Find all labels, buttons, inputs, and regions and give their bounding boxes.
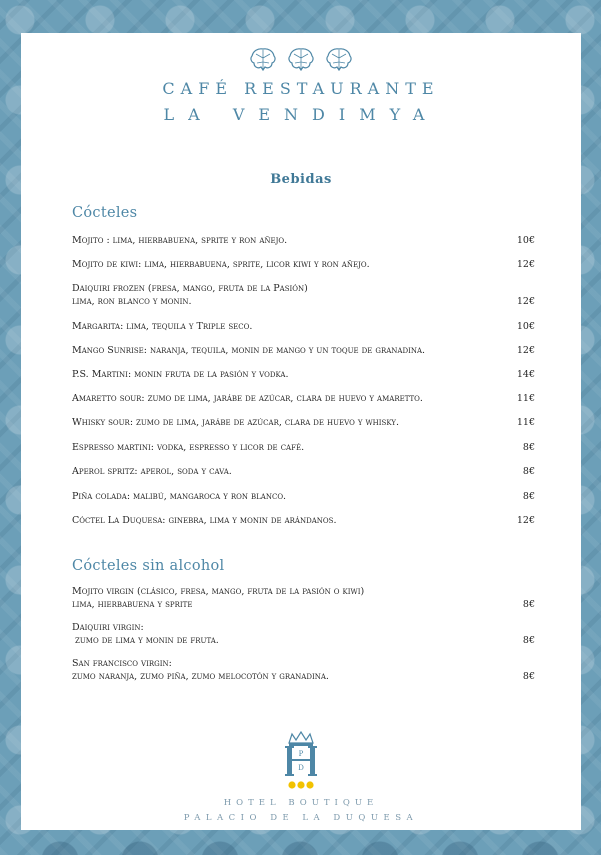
- item-description-line-2: zumo de lima y monin de fruta.: [72, 635, 219, 646]
- item-price: 8€: [522, 491, 535, 502]
- item-price: 10€: [516, 321, 535, 332]
- item-description: Mojito virgin (clásico, fresa, mango, fruta de la pasión o kiwi): [72, 586, 365, 597]
- menu-item: [72, 490, 535, 503]
- brand-line-1: CAFÉ RESTAURANTE: [162, 79, 440, 98]
- item-description: San francisco virgin:: [72, 658, 172, 669]
- menu-item: [72, 657, 535, 683]
- hotel-crest-icon: [283, 731, 319, 801]
- item-price: 8€: [522, 599, 535, 610]
- menu-item: [72, 258, 535, 271]
- item-price: 10€: [516, 235, 535, 246]
- menu-item: [72, 368, 535, 381]
- item-price: 8€: [522, 635, 535, 646]
- item-description: Mojito : lima, hierbabuena, sprite y ron añejo.: [72, 235, 288, 246]
- item-price: 11€: [516, 393, 535, 404]
- item-description: Espresso martini: vodka, espresso y licor de café.: [72, 442, 305, 453]
- crest-letter-top: P: [298, 750, 304, 758]
- menu-item: [72, 282, 535, 308]
- item-description: Mojito de kiwi: lima, hierbabuena, sprite, licor kiwi y ron añejo.: [72, 259, 370, 270]
- group-title-cocteles: Cócteles: [72, 205, 138, 221]
- vine-leaf-icon: [286, 46, 316, 72]
- item-price: 11€: [516, 417, 535, 428]
- item-description: Piña colada: malibú, mangaroca y ron blanco.: [72, 491, 287, 502]
- vine-leaf-icon: [324, 46, 354, 72]
- section-title: Bebidas: [270, 172, 332, 187]
- item-description: Daiquiri frozen (fresa, mango, fruta de la Pasión): [72, 283, 308, 294]
- item-price: 8€: [522, 671, 535, 682]
- menu-item: [72, 234, 535, 247]
- item-description-line-2: zumo naranja, zumo piña, zumo melocotón y granadina.: [72, 671, 329, 682]
- menu-item: [72, 441, 535, 454]
- item-description-line-2: lima, hierbabuena y sprite: [72, 599, 193, 610]
- crest-letter-bottom: D: [298, 764, 304, 772]
- item-description: Amaretto sour: zumo de lima, jarábe de azúcar, clara de huevo y amaretto.: [72, 393, 423, 404]
- menu-item: [72, 392, 535, 405]
- menu-item: [72, 416, 535, 429]
- item-description: Aperol spritz: aperol, soda y cava.: [72, 466, 232, 477]
- item-description: Margarita: lima, tequila y Triple seco.: [72, 321, 253, 332]
- crest-initial: H: [300, 739, 302, 740]
- item-price: 12€: [516, 345, 535, 356]
- item-description: Cóctel La Duquesa: ginebra, lima y monin de arándanos.: [72, 515, 337, 526]
- item-price: 8€: [522, 442, 535, 453]
- item-description: Whisky sour: zumo de lima, jarábe de azúcar, clara de huevo y whisky.: [72, 417, 400, 428]
- menu-item: [72, 514, 535, 527]
- item-description-line-2: lima, ron blanco y monin.: [72, 296, 192, 307]
- footer-line-1: HOTEL BOUTIQUE: [223, 798, 379, 808]
- brand-line-2: LA VENDIMYA: [163, 105, 439, 124]
- vine-leaf-icon: [248, 46, 278, 72]
- item-price: 8€: [522, 466, 535, 477]
- menu-card: [21, 33, 581, 830]
- item-price: 12€: [516, 296, 535, 307]
- item-price: 12€: [516, 259, 535, 270]
- footer-line-2: PALACIO DE LA DUQUESA: [183, 813, 419, 823]
- group-title-cocteles-sin-alcohol: Cócteles sin alcohol: [72, 558, 225, 574]
- item-description: Mango Sunrise: naranja, tequila, monin de mango y un toque de granadina.: [72, 345, 426, 356]
- item-price: 14€: [516, 369, 535, 380]
- item-price: 12€: [516, 515, 535, 526]
- item-description: P.S. Martini: monin fruta de la pasión y vodka.: [72, 369, 289, 380]
- menu-item: [72, 621, 535, 647]
- menu-item: [72, 320, 535, 333]
- vine-leaves-logo: [21, 46, 581, 72]
- item-description: Daiquiri virgin:: [72, 622, 144, 633]
- menu-item: [72, 585, 535, 611]
- menu-item: [72, 465, 535, 478]
- menu-item: [72, 344, 535, 357]
- stars-icon: [288, 781, 313, 788]
